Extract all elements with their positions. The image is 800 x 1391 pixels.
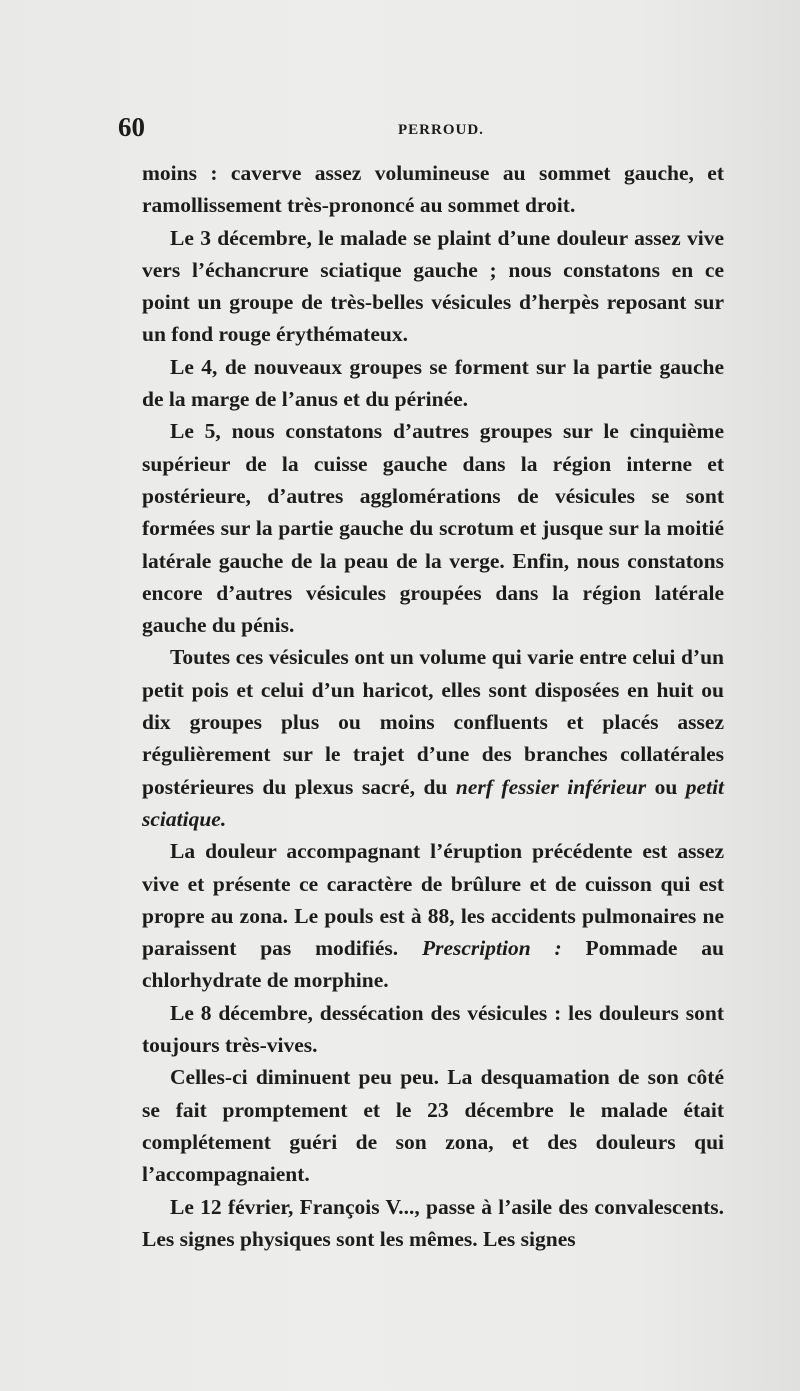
text-segment: Toutes ces vésicules ont un volume qui varie entre celui d’un petit pois et celui d’un haricot, elles sont disposées en huit ou dix groupes plus ou moins confluents et placés assez régulièrement sur le trajet d’une des branches collatérales postérieures du plexus sacré, du	[142, 645, 724, 799]
text-segment: moins : caverve assez volumineuse au sommet gauche, et ramollissement très-prononcé au sommet droit.	[142, 161, 724, 218]
text-segment: Pommade au chlorhydrate de morphine.	[142, 936, 725, 993]
page-number: 60	[118, 112, 145, 142]
italic-segment: nerf fessier inférieur	[455, 774, 647, 799]
page-header	[118, 112, 738, 152]
italic-segment: Prescription :	[421, 936, 562, 961]
text-segment: Le 8 décembre, dessécation des vésicules : les douleurs sont toujours très-vives.	[142, 1000, 724, 1058]
paragraph	[142, 835, 724, 996]
paragraph	[142, 997, 724, 1062]
paragraph	[142, 1061, 724, 1190]
text-segment: Le 12 février, François V..., passe à l’asile des convalescents. Les signes physiques sont les mêmes. Les signes	[142, 1194, 724, 1251]
paragraph	[142, 1191, 724, 1256]
text-segment: Le 5, nous constatons d’autres groupes sur le cinquième supérieur de la cuisse gauche dans la région interne et postérieure, d’autres agglomérations de vésicules se sont formées sur la partie gauche du scrotum et jusque sur la moitié latérale gauche de la peau de la verge. Enfin, nous constatons encore d’autres vésicules groupées dans la région latérale gauche du pénis.	[142, 419, 724, 638]
text-segment: Le 3 décembre, le malade se plaint d’une douleur assez vive vers l’échancrure sciatique gauche ; nous constatons en ce point un groupe de très-belles vésicules d’herpès reposant sur un fond rouge érythémateux.	[142, 225, 724, 347]
italic-segment: petit sciatique.	[142, 774, 725, 831]
running-head: PERROUD.	[398, 122, 484, 138]
paragraph	[142, 157, 724, 222]
paragraph	[142, 415, 724, 641]
paragraph	[142, 641, 724, 835]
paragraph	[142, 222, 724, 351]
paragraph	[142, 351, 724, 416]
text-segment: ou	[646, 774, 686, 799]
text-segment: Celles-ci diminuent peu peu. La desquamation de son côté se fait promptement et le 23 décembre le malade était complétement guéri de son zona, et des douleurs qui l’accompagnaient.	[142, 1065, 724, 1187]
text-segment: La douleur accompagnant l’éruption précédente est assez vive et présente ce caractère de brûlure et de cuisson qui est propre au zona. Le pouls est à 88, les accidents pulmonaires ne paraissent pas modifiés.	[142, 839, 724, 961]
text-segment: Le 4, de nouveaux groupes se forment sur la partie gauche de la marge de l’anus et du périnée.	[142, 354, 724, 412]
body-text	[142, 157, 724, 1255]
